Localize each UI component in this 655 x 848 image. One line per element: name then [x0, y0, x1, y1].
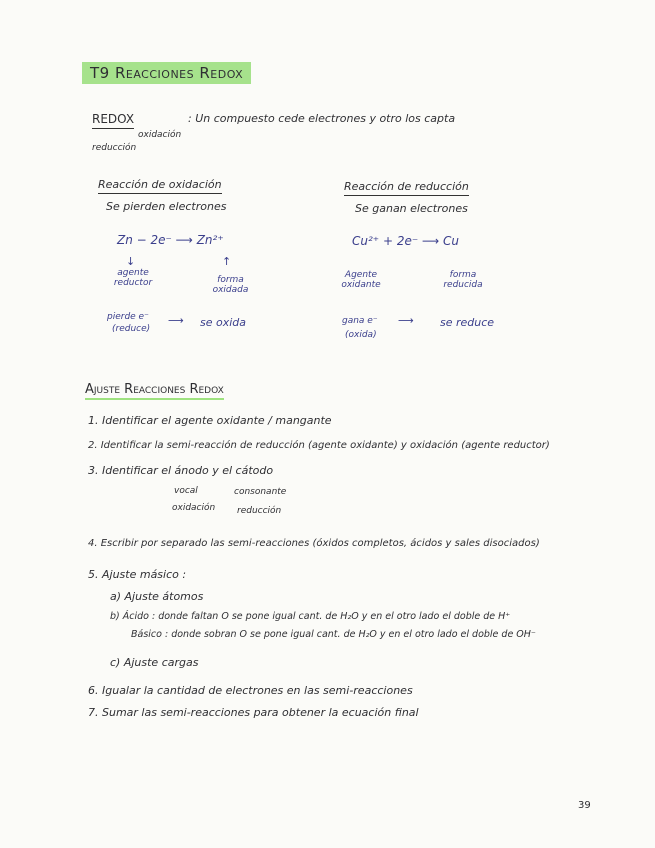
reduction-result: se reduce — [440, 316, 495, 329]
reduction-form: forma reducida — [443, 270, 483, 290]
oxidation-loses-note: (reduce) — [112, 324, 151, 334]
redox-word: REDOX — [92, 112, 134, 129]
catodo-note-2: reducción — [237, 506, 282, 516]
step-5b-acid: b) Ácido : donde faltan O se pone igual cant. de H₂O y en el otro lado el doble de H⁺ — [110, 611, 511, 622]
catodo-note-1: consonante — [234, 487, 287, 497]
reduction-heading: Reacción de reducción — [344, 180, 469, 196]
anodo-note-2: oxidación — [172, 503, 216, 513]
step-4: 4. Escribir por separado las semi-reacciones (óxidos completos, ácidos y sales disociados) — [88, 538, 540, 549]
oxidation-loses: pierde e⁻ — [107, 312, 149, 322]
oxidation-equation: Zn − 2e⁻ ⟶ Zn²⁺ — [117, 233, 224, 247]
redox-definition: : Un compuesto cede electrones y otro los capta — [188, 112, 456, 125]
reduction-agent: Agente oxidante — [341, 270, 381, 290]
reduction-subtitle: Se ganan electrones — [355, 202, 468, 215]
step-1: 1. Identificar el agente oxidante / mangante — [88, 414, 332, 427]
step-5a: a) Ajuste átomos — [110, 590, 204, 603]
redox-red-label: reducción — [92, 143, 137, 153]
oxidation-subtitle: Se pierden electrones — [106, 200, 227, 213]
step-3: 3. Identificar el ánodo y el cátodo — [88, 464, 274, 477]
oxidation-result: se oxida — [200, 316, 247, 329]
arrow-up-icon: ↑ — [222, 255, 232, 268]
arrow-right-icon: ⟶ — [398, 314, 414, 327]
redox-ox-label: oxidación — [138, 130, 182, 140]
oxidation-agent: agente reductor — [113, 268, 153, 288]
reduction-equation: Cu²⁺ + 2e⁻ ⟶ Cu — [352, 234, 459, 248]
step-5c: c) Ajuste cargas — [110, 656, 199, 669]
arrow-down-icon: ↓ — [126, 255, 136, 268]
reduction-gains-note: (oxida) — [345, 330, 377, 340]
ajuste-heading: Ajuste Reacciones Redox — [85, 382, 224, 400]
step-7: 7. Sumar las semi-reacciones para obtener la ecuación final — [88, 706, 419, 719]
page-number: 39 — [578, 800, 591, 811]
oxidation-heading: Reacción de oxidación — [98, 178, 222, 194]
step-5b-basic: Básico : donde sobran O se pone igual cant. de H₂O y en el otro lado el doble de OH⁻ — [131, 629, 536, 640]
step-6: 6. Igualar la cantidad de electrones en las semi-reacciones — [88, 684, 413, 697]
reduction-gains: gana e⁻ — [342, 316, 378, 326]
anodo-note-1: vocal — [174, 486, 198, 496]
arrow-right-icon: ⟶ — [168, 314, 184, 327]
step-2: 2. Identificar la semi-reacción de reducción (agente oxidante) y oxidación (agente reductor) — [88, 440, 550, 451]
step-5: 5. Ajuste másico : — [88, 568, 187, 581]
page-title: T9 Reacciones Redox — [82, 62, 251, 84]
oxidation-form: forma oxidada — [212, 275, 249, 295]
